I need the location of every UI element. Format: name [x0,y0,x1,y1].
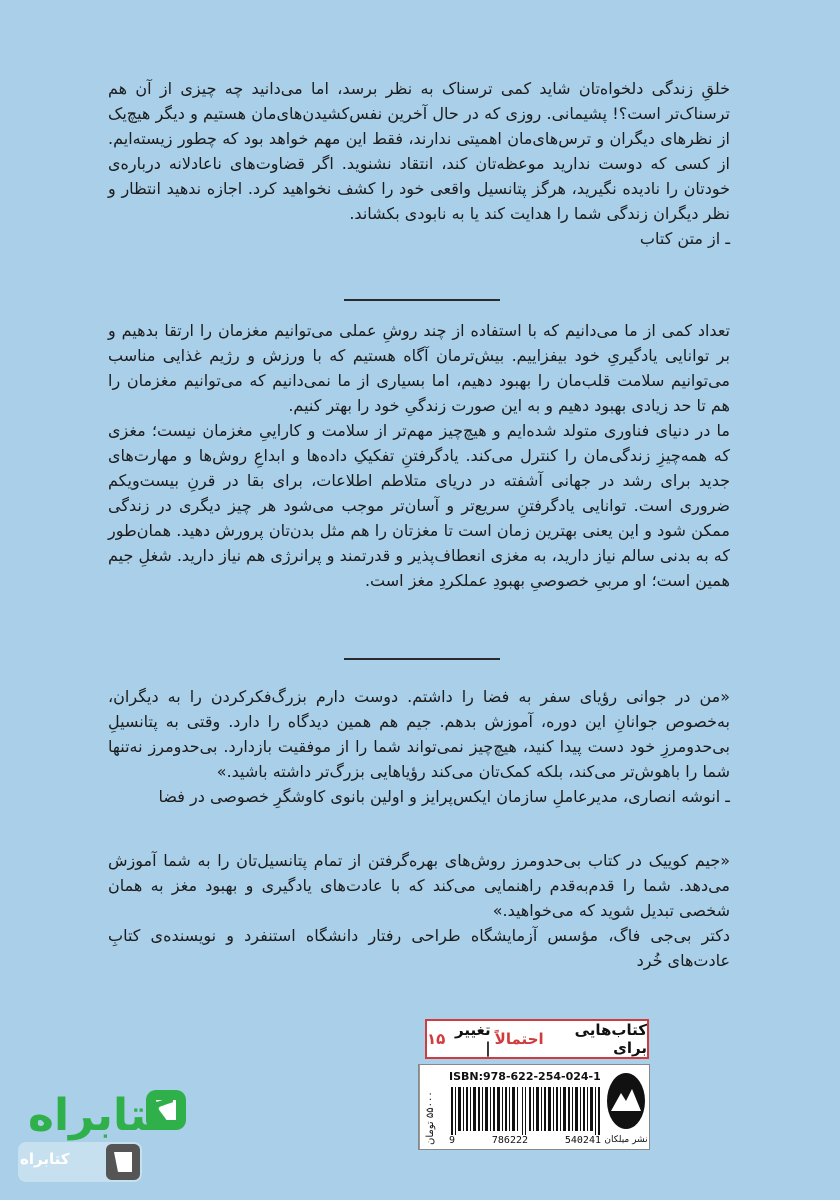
price-label: ۵۵۰۰۰ تومان [425,1091,436,1145]
endorsement-1-text: «من در جوانی رؤیای سفر به فضا را داشتم. دوست دارم بزرگ‌فکرکردن را به دیگران، به‌خصوص جوانانِ این دوره، آموزش بدهم. جیم هم همین دیدگاه را دارد. وقتی به پتانسیلِ بی‌حدومرزِ خود دست پیدا کنید، هیچ‌چیز نمی‌تواند شما را از موفقیت بازدارد. بی‌حدومرز نه‌تنها شما را باهوش‌تر می‌کند، بلکه کمک‌تان می‌کند رؤیاهایی بزرگ‌تر داشته باشید.» [108,687,730,781]
barcode-digits-right: 540241 [564,1135,601,1146]
publisher-name: نشر میلکان [604,1135,648,1145]
series-badge [425,1019,649,1059]
barcode-panel [418,1064,650,1150]
series-number: ۱۵ [427,1030,446,1048]
series-suffix: تغییر | [454,1021,491,1057]
barcode-digits-mid: 786222 [491,1135,529,1146]
series-prefix: کتاب‌هایی برای [574,1021,647,1057]
endorsement-1-author: ـ انوشه انصاری، مدیرعاملِ سازمان ایکس‌پرایز و اولین بانوی کاوشگرِ خصوصی در فضا [158,787,730,806]
barcode-digit-first: 9 [449,1135,456,1146]
isbn-label: ISBN:978-622-254-024-1 [449,1070,601,1083]
endorsement-section-1 [108,684,730,809]
intro-paragraph-1: تعداد کمی از ما می‌دانیم که با استفاده از چند روشِ عملی می‌توانیم مغزمان را ارتقا بدهیم و بر توانایی یادگیریِ خود بیفزاییم. بیش‌ترمان آگاه هستیم که با ورزش و رژیم غذایی مناسب می‌توانیم سلامت قلب‌مان را بهبود دهیم، اما بسیاری از ما نمی‌دانیم که می‌توانیم مغزمان را هم تا حد زیادی بهبود دهیم و به این صورت زندگیِ خود را بهتر کنیم. [108,321,730,415]
book-quote-source: ـ از متن کتاب [639,229,730,248]
watermark-brand-large: کتابراه [28,1090,174,1141]
barcode-icon [449,1087,601,1135]
book-quote-section [108,76,730,251]
publisher-logo-icon [605,1071,647,1145]
watermark-brand-small: کتابراه [20,1150,70,1168]
section-divider [344,658,500,660]
endorsement-2-author: دکتر بی‌جی فاگ، مؤسس آزمایشگاه طراحی رفتار دانشگاه استنفرد و نویسنده‌ی کتابِ عادت‌های خُرد [108,926,730,970]
endorsement-section-2 [108,848,730,973]
intro-section [108,318,730,593]
section-divider [344,299,500,301]
series-accent: احتمالاً [494,1030,544,1048]
endorsement-2-text: «جیم کوییک در کتاب بی‌حدومرز روش‌های بهره‌گرفتن از تمام پتانسیل‌تان را به شما آموزش می‌دهد. شما را قدم‌به‌قدم راهنمایی می‌کند که با عادت‌های یادگیری و بهبود مغز به همان شخصی تبدیل شوید که می‌خواهید.» [108,851,730,920]
intro-paragraph-2: ما در دنیای فناوری متولد شده‌ایم و هیچ‌چیز مهم‌تر از سلامت و کاراییِ مغزمان نیست؛ مغزی که همه‌چیزِ زندگی‌مان را کنترل می‌کند. یادگرفتنِ تفکیکِ داده‌ها و ابداعِ روش‌ها و مهارت‌های جدید برای رشد در جهانی آشفته در دریای متلاطم اطلاعات، برای بقا در قرنِ بیست‌ویکم ضروری است. توانایی یادگرفتنِ سریع‌تر و آسان‌تر موجب می‌شود هر چیز دیگری در زندگی ممکن شود و این یعنی بهترین زمان است تا مغزتان را هم مثل بدن‌تان پرورش دهید. همان‌طور که به بدنی سالم نیاز دارید، به مغزی انعطاف‌پذیر و قدرتمند و پرانرژی هم نیاز دارید. شغلِ جیم همین است؛ او مربیِ خصوصیِ بهبودِ عملکردِ مغز است. [108,421,730,590]
barcode-digits [449,1135,601,1146]
price-strip [419,1065,446,1149]
book-quote-text: خلقِ زندگی دلخواه‌تان شاید کمی ترسناک به نظر برسد، اما می‌دانید چه چیزی از آن هم ترسناک‌تر است؟! پشیمانی. روزی که در حال آخرین نفس‌کشیدن‌های‌مان هستیم و دیگر هیچ‌یک از نظرهای دیگران و ترس‌های‌مان اهمیتی ندارند، فقط این مهم خواهد بود که چطور زیسته‌ایم. از کسی که دوست ندارید موعظه‌تان کند، انتقاد نشنوید. اگر قضاوت‌های ناعادلانه درباره‌ی خودتان را نادیده نگیرید، هرگز پتانسیل واقعی خود را کشف نخواهید کرد. اجازه ندهید انتظار و نظر دیگران زندگی شما را هدایت کند یا به نابودی بکشاند. [108,79,730,223]
